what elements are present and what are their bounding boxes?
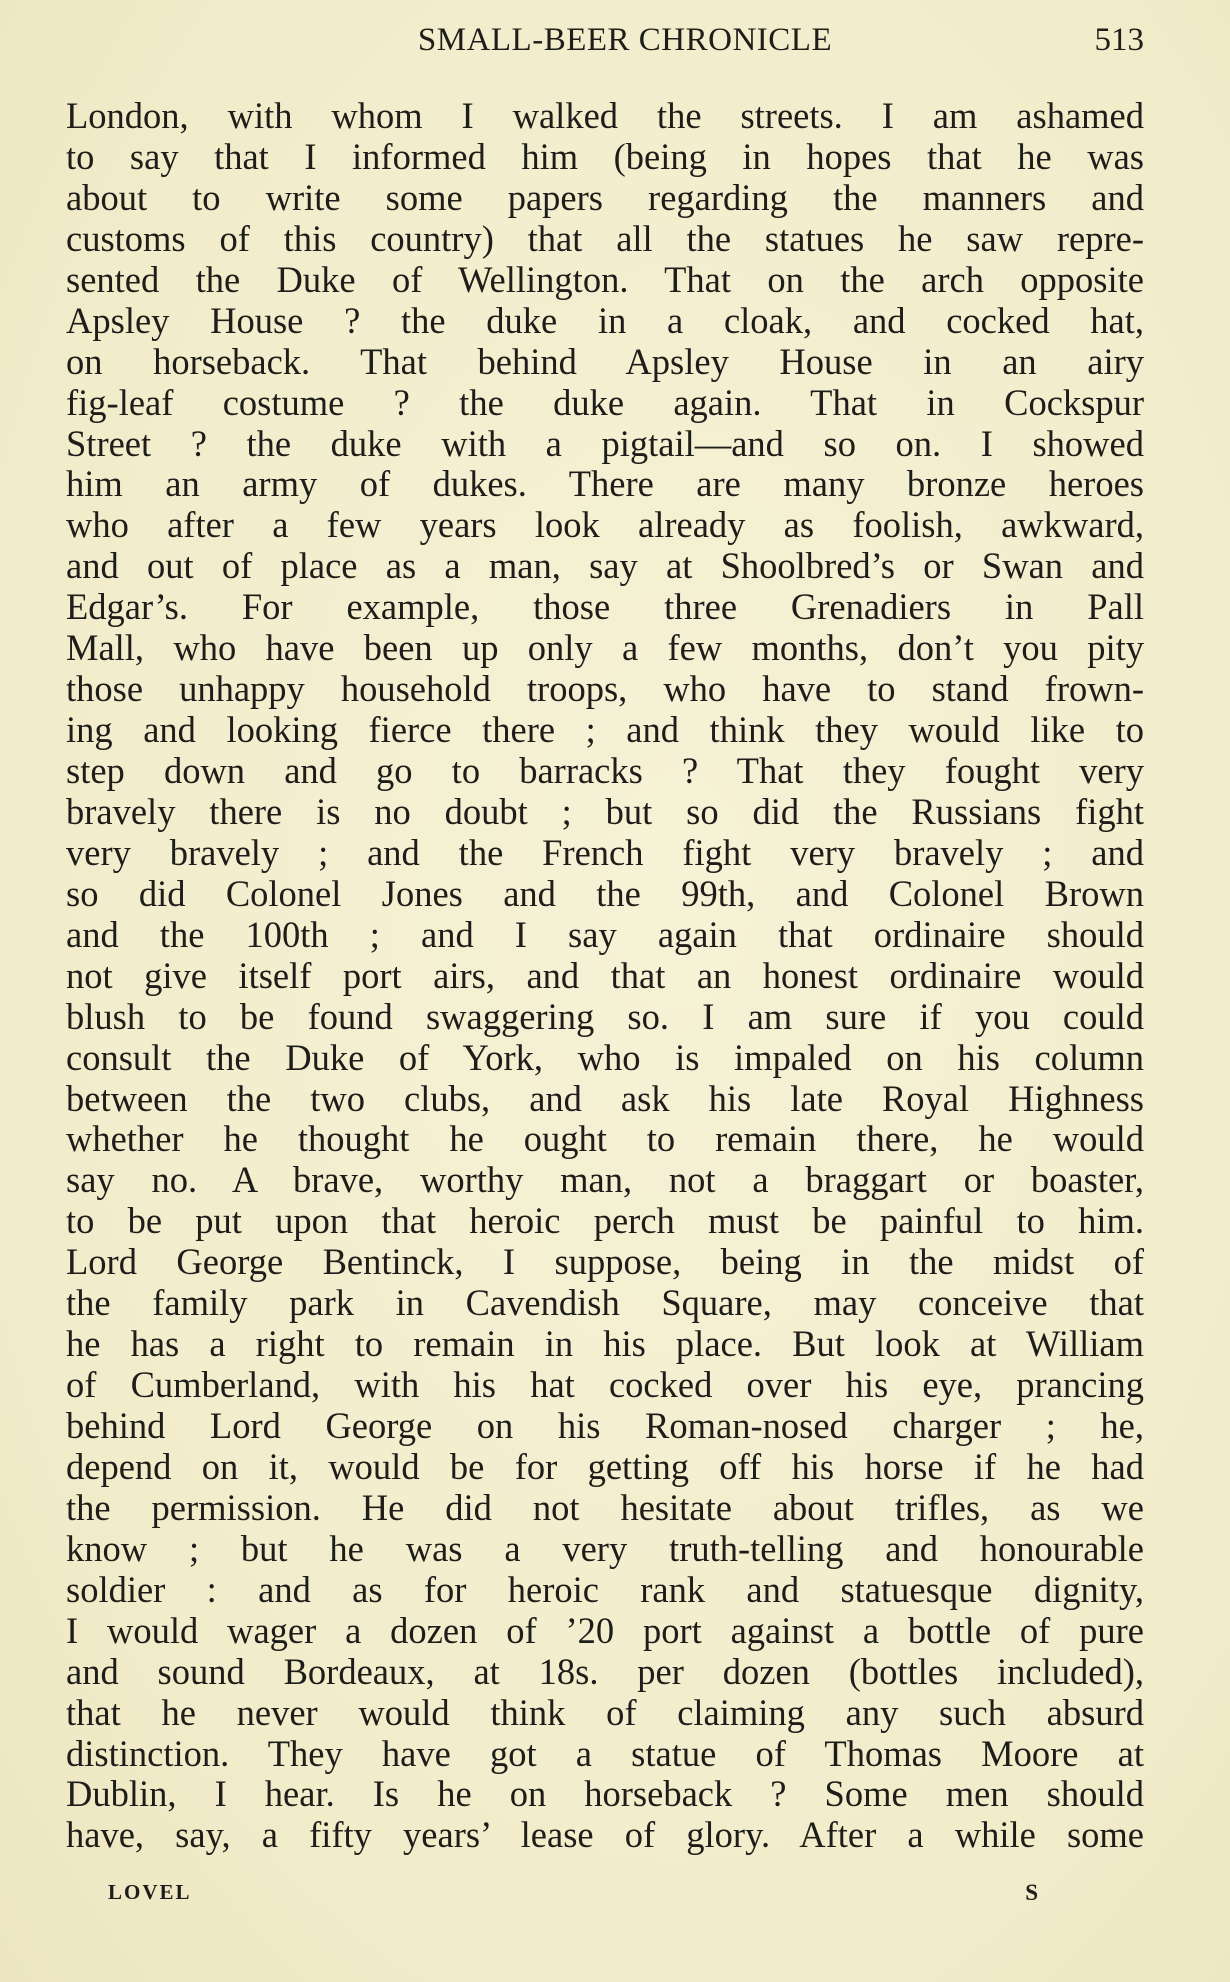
text-line: very bravely ; and the French fight very bravely ; and xyxy=(66,832,1144,873)
page-footer xyxy=(108,1880,1038,1910)
text-line: and the 100th ; and I say again that ordinaire should xyxy=(66,914,1144,955)
text-line: Apsley House ? the duke in a cloak, and cocked hat, xyxy=(66,300,1144,341)
signature-mark-lovel: LOVEL xyxy=(108,1880,192,1904)
text-line: not give itself port airs, and that an honest ordinaire would xyxy=(66,955,1144,996)
text-line: Lord George Bentinck, I suppose, being in the midst of xyxy=(66,1242,1144,1283)
text-line: step down and go to barracks ? That they fought very xyxy=(66,751,1144,791)
text-line: Mall, who have been up only a few months, don’t you pity xyxy=(66,628,1144,669)
text-line: customs of this country) that all the statues he saw repre- xyxy=(66,218,1144,259)
text-line: know ; but he was a very truth-telling and honourable xyxy=(66,1528,1144,1569)
text-line: whether he thought he ought to remain there, he would xyxy=(66,1119,1144,1160)
text-line: that he never would think of claiming any such absurd xyxy=(66,1692,1144,1733)
text-line: depend on it, would be for getting off his horse if he had xyxy=(66,1446,1144,1487)
text-line: Street ? the duke with a pigtail—and so on. I showed xyxy=(66,423,1144,464)
text-line: to say that I informed him (being in hopes that he was xyxy=(66,136,1144,177)
page-header xyxy=(66,22,1144,68)
signature-letter: S xyxy=(1025,1880,1038,1905)
text-line: ing and looking fierce there ; and think they would like to xyxy=(66,710,1144,751)
text-line: distinction. They have got a statue of Thomas Moore at xyxy=(66,1733,1144,1774)
text-line: about to write some papers regarding the manners and xyxy=(66,177,1144,218)
text-line: who after a few years look already as foolish, awkward, xyxy=(66,505,1144,546)
text-line: fig-leaf costume ? the duke again. That in Cockspur xyxy=(66,382,1144,423)
text-line: him an army of dukes. There are many bronze heroes xyxy=(66,464,1144,505)
text-line: sented the Duke of Wellington. That on the arch opposite xyxy=(66,259,1144,300)
text-line: between the two clubs, and ask his late Royal Highness xyxy=(66,1078,1144,1119)
body-text xyxy=(66,96,1144,1856)
text-line: I would wager a dozen of ’20 port against a bottle of pure xyxy=(66,1610,1144,1651)
text-line: and sound Bordeaux, at 18s. per dozen (bottles included), xyxy=(66,1651,1144,1692)
text-line: behind Lord George on his Roman-nosed charger ; he, xyxy=(66,1406,1144,1446)
text-line: the permission. He did not hesitate about trifles, as we xyxy=(66,1487,1144,1528)
page-number: 513 xyxy=(1094,22,1144,58)
text-line: bravely there is no doubt ; but so did the Russians fight xyxy=(66,791,1144,832)
text-line: have, say, a fifty years’ lease of glory. After a while some xyxy=(66,1815,1144,1856)
text-line: Dublin, I hear. Is he on horseback ? Some men should xyxy=(66,1774,1144,1815)
text-line: and out of place as a man, say at Shoolbred’s or Swan and xyxy=(66,546,1144,587)
text-line: those unhappy household troops, who have to stand frown- xyxy=(66,669,1144,710)
text-line: blush to be found swaggering so. I am sure if you could xyxy=(66,996,1144,1037)
text-line: on horseback. That behind Apsley House in an airy xyxy=(66,341,1144,382)
text-line: so did Colonel Jones and the 99th, and Colonel Brown xyxy=(66,873,1144,914)
text-line: Edgar’s. For example, those three Grenadiers in Pall xyxy=(66,587,1144,628)
text-line: to be put upon that heroic perch must be painful to him. xyxy=(66,1201,1144,1242)
running-head: SMALL-BEER CHRONICLE xyxy=(417,22,833,58)
text-line: say no. A brave, worthy man, not a braggart or boaster, xyxy=(66,1160,1144,1201)
text-line: London, with whom I walked the streets. I am ashamed xyxy=(66,96,1144,136)
text-line: soldier : and as for heroic rank and statuesque dignity, xyxy=(66,1569,1144,1610)
text-line: he has a right to remain in his place. But look at William xyxy=(66,1324,1144,1365)
text-line: consult the Duke of York, who is impaled on his column xyxy=(66,1037,1144,1078)
text-line: of Cumberland, with his hat cocked over his eye, prancing xyxy=(66,1365,1144,1406)
text-line: the family park in Cavendish Square, may conceive that xyxy=(66,1283,1144,1324)
